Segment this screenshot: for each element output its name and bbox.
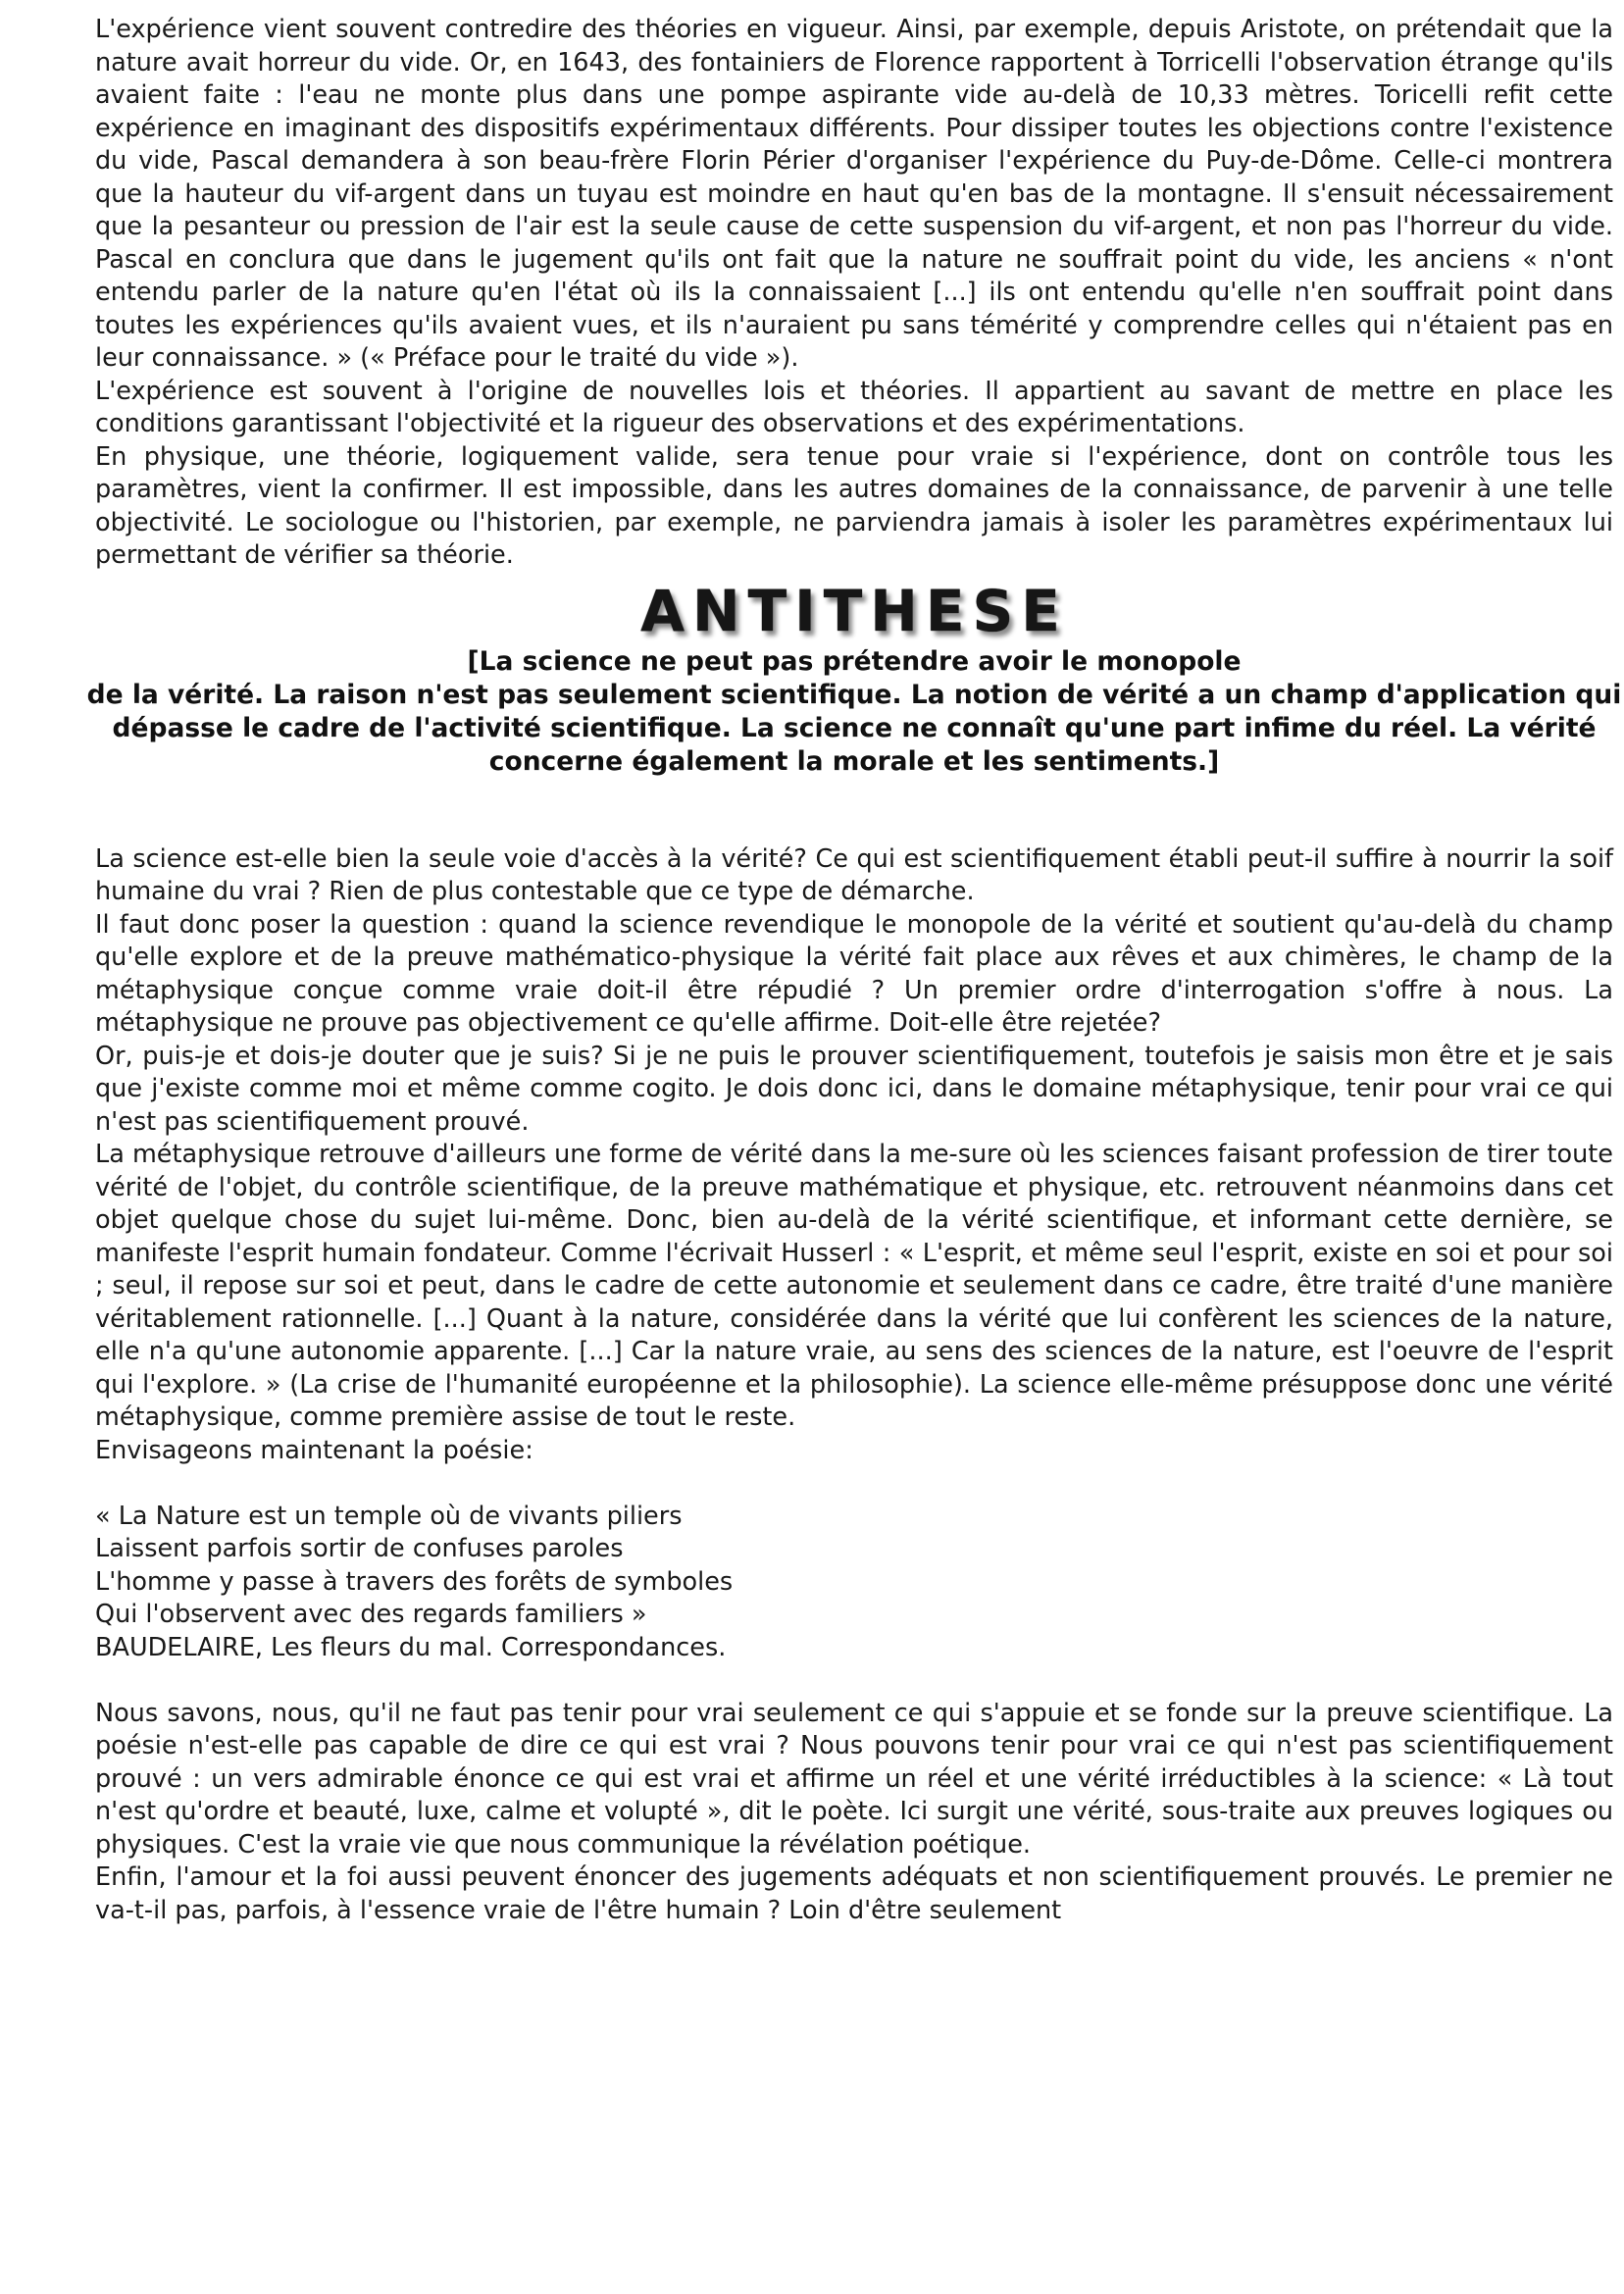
intro-paragraph-physique: En physique, une théorie, logiquement valide, sera tenue pour vraie si l'expérience, dont on contrôle tous les paramètres, vient la confirmer. Il est impossible, dans les autres domaines de la connaissance, de parvenir à une telle objectivité. Le sociologue ou l'historien, par exemple, ne parviendra jamais à isoler les paramètres expérimentaux lui permettant de vérifier sa théorie.: [95, 441, 1613, 570]
intro-paragraph-torricelli: L'expérience vient souvent contredire des théories en vigueur. Ainsi, par exemple, depuis Aristote, on prétendait que la nature avait horreur du vide. Or, en 1643, des fontainiers de Florence rapportent à Torricelli l'observation étrange qu'ils avaient faite : l'eau ne monte plus dans une pompe aspirante vide au-delà de 10,33 mètres. Toricelli refit cette expérience en imaginant des dispositifs expérimentaux différents. Pour dissiper toutes les objections contre l'existence du vide, Pascal demandera à son beau-frère Florin Périer d'organiser l'expérience du Puy-de-Dôme. Celle-ci montrera que la hauteur du vif-argent dans un tuyau est moindre en haut qu'en bas de la montagne. Il s'ensuit nécessairement que la pesanteur ou pression de l'air est la seule cause de cette suspension du vif-argent, et non pas l'horreur du vide. Pascal en conclura que dans le jugement qu'ils ont fait que la nature ne souffrait point du vide, les anciens « n'ont entendu parler de la nature qu'en l'état où ils la connaissaient [...] ils ont entendu qu'elle n'en souffrait point dans toutes les expériences qu'ils avaient vues, et ils n'auraient pu sans témérité y comprendre celles qui n'étaient pas en leur connaissance. » (« Préface pour le traité du vide »).: [95, 15, 1613, 373]
body-paragraph-cogito: Or, puis-je et dois-je douter que je suis? Si je ne puis le prouver scientifiquement, toutefois je saisis mon être et je sais que j'existe comme moi et même comme cogito. Je dois donc ici, dans le domaine métaphysique, tenir pour vrai ce qui n'est pas scientifiquement prouvé.: [95, 1041, 1613, 1137]
poem-line: « La Nature est un temple où de vivants piliers: [95, 1501, 683, 1531]
closing-paragraph-amour: Enfin, l'amour et la foi aussi peuvent énoncer des jugements adéquats et non scientifiquement prouvés. Le premier ne va-t-il pas, parfois, à l'essence vraie de l'être humain ? Loin d'être seulement: [95, 1862, 1613, 1925]
poem-attribution: BAUDELAIRE, Les fleurs du mal. Correspondances.: [95, 1632, 727, 1662]
antithese-banner: [560, 579, 1148, 643]
thesis-line: concerne également la morale et les sentiments.]: [488, 745, 1220, 777]
body-paragraph-metaphysique: Il faut donc poser la question : quand la science revendique le monopole de la vérité et soutient qu'au-delà du champ qu'elle explore et de la preuve mathématico-physique la vérité fait place aux rêves et aux chimères, le champ de la métaphysique conçue comme vraie doit-il être répudié ? Un premier ordre d'interrogation s'offre à nous. La métaphysique ne prouve pas objectivement ce qu'elle affirme. Doit-elle être rejetée?: [95, 909, 1613, 1038]
antithese-thesis: [56, 645, 1624, 779]
antithese-heading: ANTITHESE: [640, 577, 1068, 644]
document-page: [86, 14, 1622, 1927]
poem-line: Qui l'observent avec des regards familiers »: [95, 1600, 647, 1629]
body-paragraph-husserl: La métaphysique retrouve d'ailleurs une forme de vérité dans la me-sure où les sciences faisant profession de tirer toute vérité de l'objet, du contrôle scientifique, de la preuve mathématique et physique, etc. retrouvent néanmoins dans cet objet quelque chose du sujet lui-même. Donc, bien au-delà de la vérité scientifique, et informant cette dernière, se manifeste l'esprit humain fondateur. Comme l'écrivait Husserl : « L'esprit, et même seul l'esprit, existe en soi et pour soi ; seul, il repose sur soi et peut, dans le cadre de cette autonomie et seulement dans ce cadre, être traité d'une manière véritablement rationnelle. [...] Quant à la nature, considérée dans la vérité que lui confèrent les sciences de la nature, elle n'a qu'une autonomie apparente. [...] Car la nature vraie, au sens des sciences de la nature, est l'oeuvre de l'esprit qui l'explore. » (La crise de l'humanité européenne et la philosophie). La science elle-même présuppose donc une vérité métaphysique, comme première assise de tout le reste.: [95, 1140, 1613, 1432]
body-paragraph-poesie-intro: Envisageons maintenant la poésie:: [95, 1435, 533, 1465]
closing-paragraph-poesie: Nous savons, nous, qu'il ne faut pas tenir pour vrai seulement ce qui s'appuie et se fonde sur la preuve scientifique. La poésie n'est-elle pas capable de dire ce qui est vrai ? Nous pouvons tenir pour vrai ce qui n'est pas scientifiquement prouvé : un vers admirable énonce ce qui est vrai et affirme un réel et une vérité irréductibles à la science: « Là tout n'est qu'ordre et beauté, luxe, calme et volupté », dit le poète. Ici surgit une vérité, sous-traite aux preuves logiques ou physiques. C'est la vraie vie que nous communique la révélation poétique.: [95, 1698, 1613, 1860]
intro-paragraph-experience: L'expérience est souvent à l'origine de nouvelles lois et théories. Il appartient au savant de mettre en place les conditions garantissant l'objectivité et la rigueur des observations et des expérimentations.: [95, 376, 1613, 438]
poem-line: L'homme y passe à travers des forêts de symboles: [95, 1566, 734, 1597]
thesis-line: dépasse le cadre de l'activité scientifique. La science ne connaît qu'une part infime du réel. La vérité: [112, 712, 1597, 743]
thesis-line: [La science ne peut pas prétendre avoir le monopole: [467, 645, 1242, 677]
thesis-line: de la vérité. La raison n'est pas seulement scientifique. La notion de vérité a un champ d'application qui: [86, 679, 1622, 710]
poem-quote: [95, 1501, 1613, 1665]
body-paragraph-question: La science est-elle bien la seule voie d'accès à la vérité? Ce qui est scientifiquement établi peut-il suffire à nourrir la soif humaine du vrai ? Rien de plus contestable que ce type de démarche.: [95, 843, 1613, 906]
poem-line: Laissent parfois sortir de confuses paroles: [95, 1534, 624, 1563]
